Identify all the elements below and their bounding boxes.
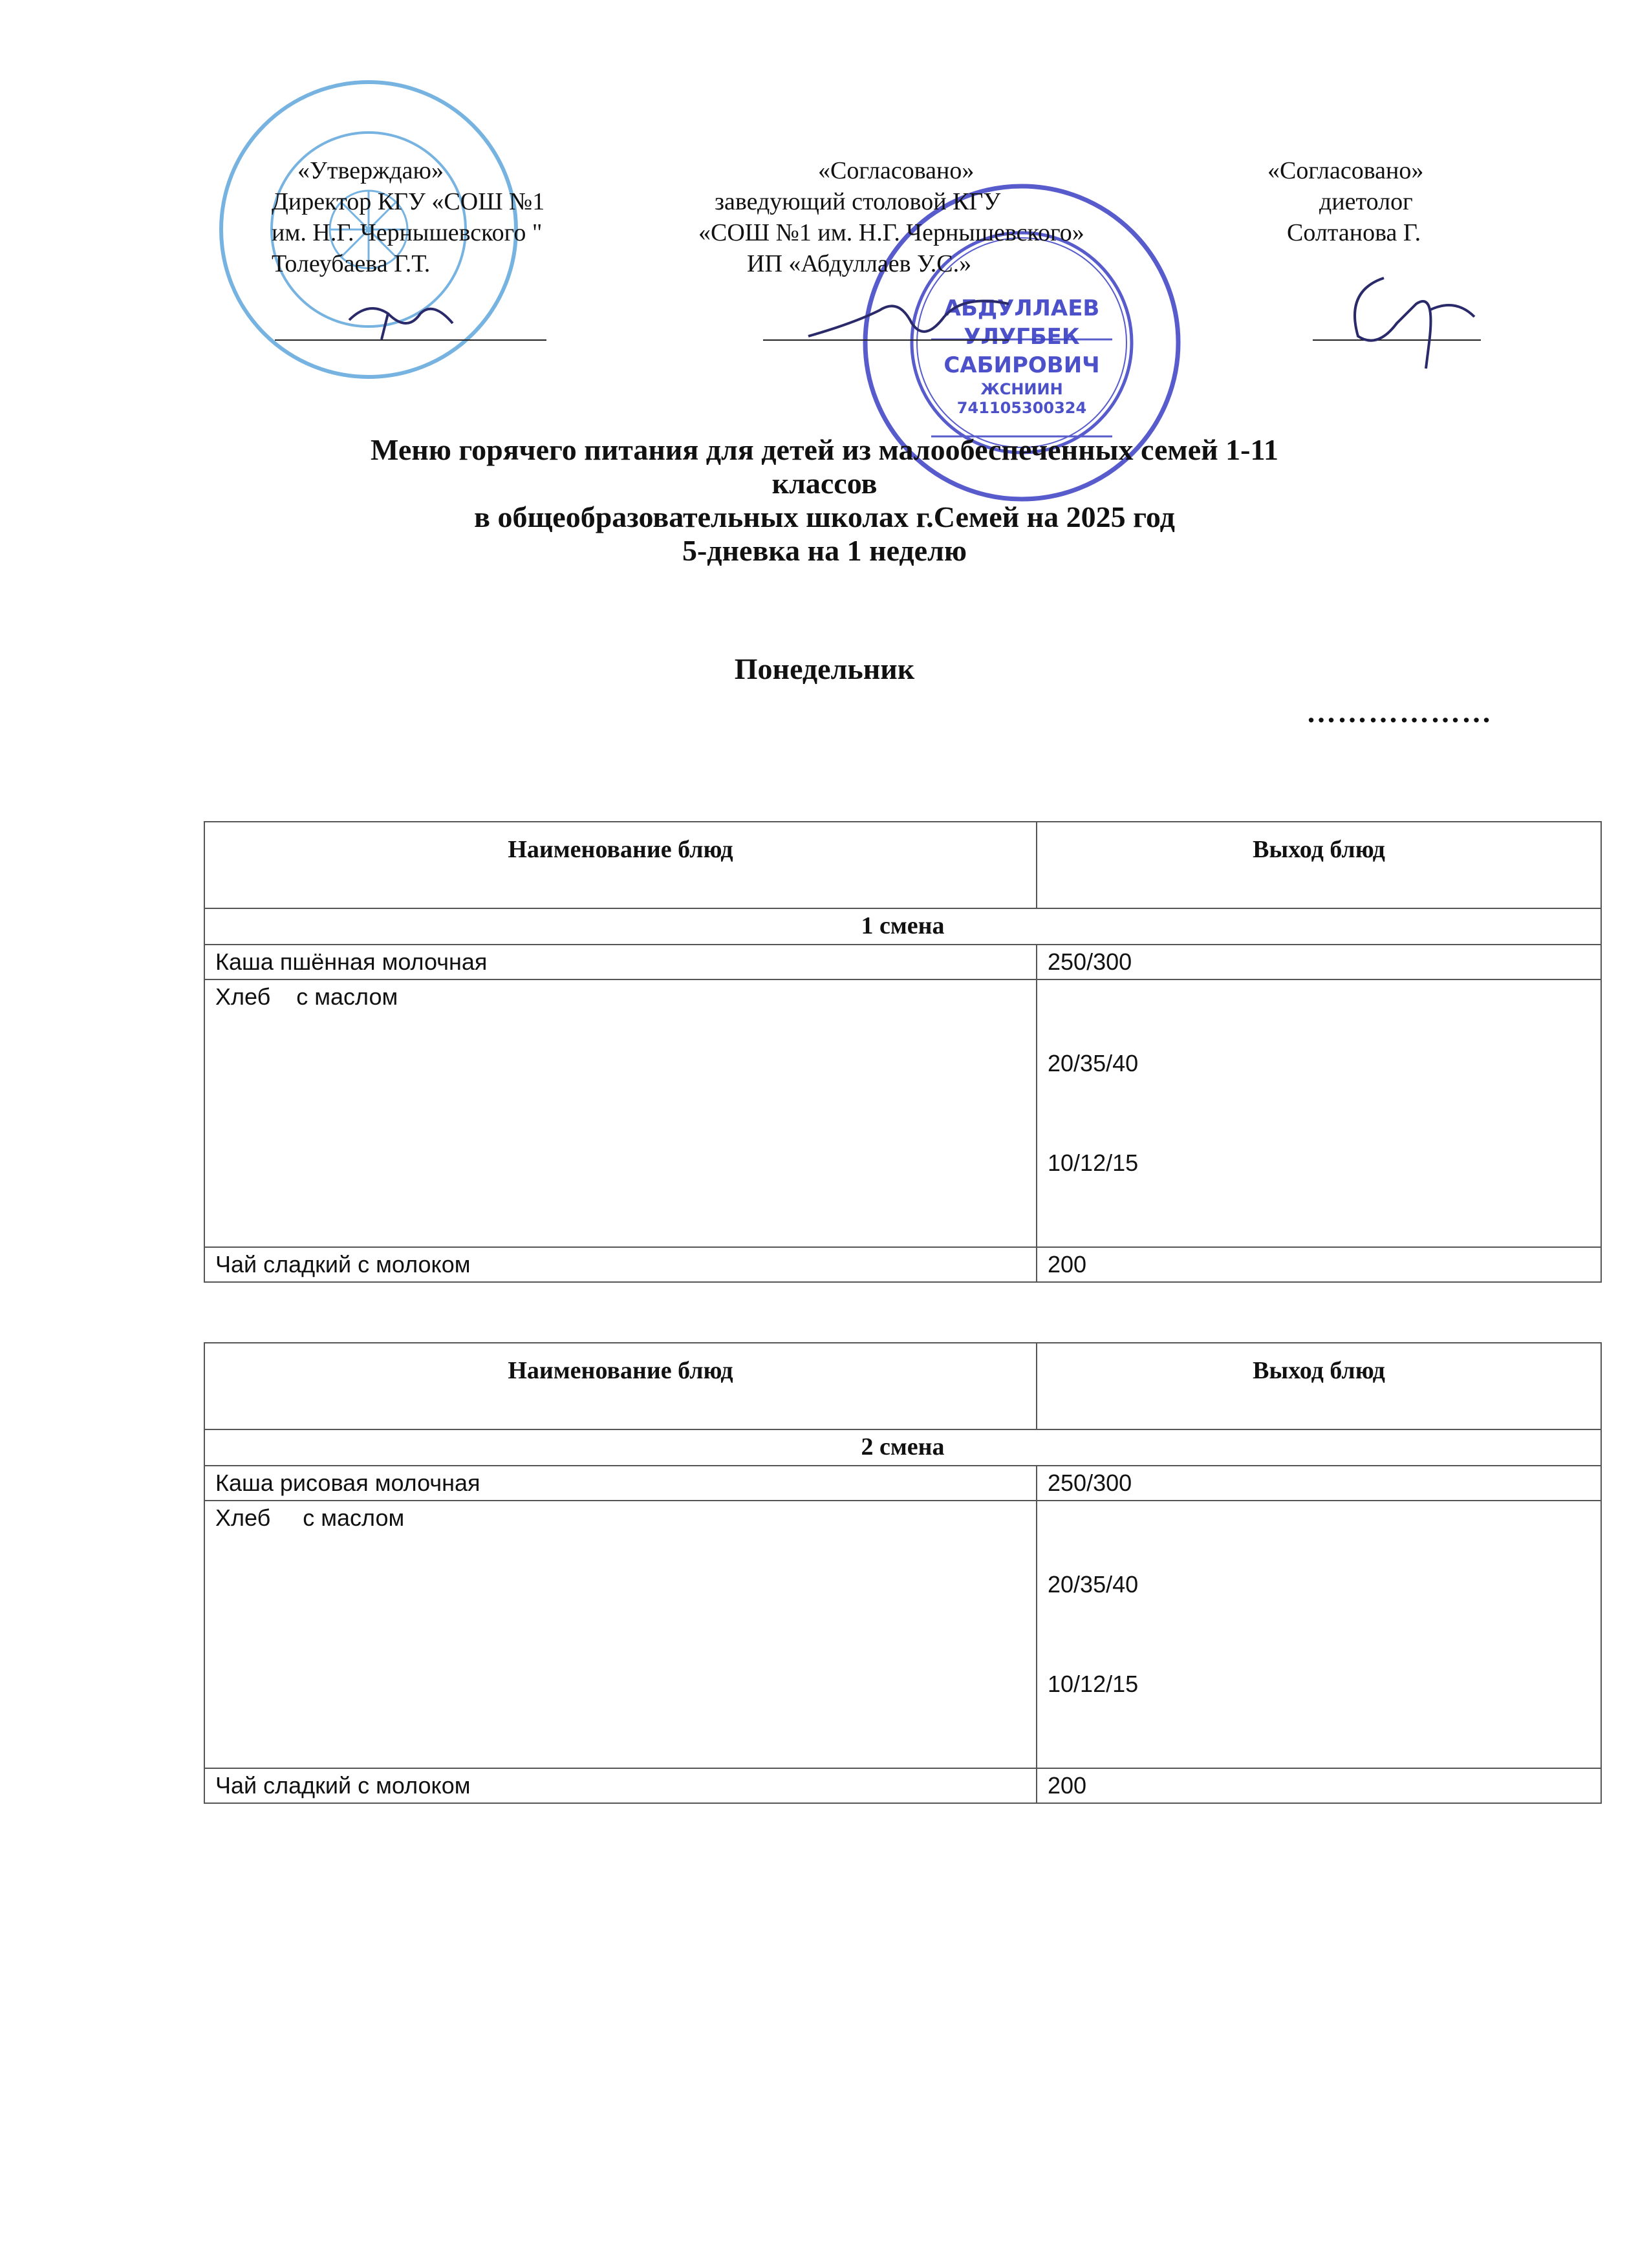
approval-line: заведующий столовой КГУ	[715, 188, 1001, 215]
dish-yield: 250/300	[1037, 1466, 1601, 1501]
approval-line: диетолог	[1319, 188, 1413, 215]
table-row	[204, 945, 1601, 979]
approval-director	[272, 155, 544, 279]
table-row	[204, 1768, 1601, 1803]
dish-yield	[1037, 1501, 1601, 1768]
menu-table-shift-2	[204, 1342, 1602, 1804]
table-header-row	[204, 822, 1601, 908]
table-header-row	[204, 1343, 1601, 1429]
approval-heading: «Утверждаю»	[297, 157, 444, 184]
approval-heading: «Согласовано»	[1267, 157, 1424, 184]
stamp-name-line-3: САБИРОВИЧ	[943, 352, 1100, 378]
yield-line: 10/12/15	[1048, 1150, 1139, 1176]
shift-row	[204, 1429, 1601, 1466]
approval-canteen	[698, 155, 1084, 279]
table-row	[204, 1247, 1601, 1282]
approval-line: им. Н.Г. Чернышевского "	[272, 219, 543, 246]
title-line-4: 5-дневка на 1 неделю	[682, 534, 967, 567]
yield-line: 20/35/40	[1048, 1571, 1139, 1598]
canteen-signature-icon	[802, 284, 1015, 356]
dish-yield	[1037, 979, 1601, 1247]
column-header-dish: Наименование блюд	[204, 1343, 1037, 1429]
title-line-1: Меню горячего питания для детей из малообеспеченных семей 1-11	[371, 433, 1278, 466]
dish-name: Каша рисовая молочная	[204, 1466, 1037, 1501]
shift-label: 1 смена	[204, 908, 1601, 945]
director-signature-icon	[343, 294, 459, 352]
dish-yield: 250/300	[1037, 945, 1601, 979]
approval-line: «СОШ №1 им. Н.Г. Чернышевского»	[698, 219, 1084, 246]
menu-table-shift-1	[204, 821, 1602, 1283]
title-line-2: классов	[771, 467, 878, 500]
dish-name: Каша пшённая молочная	[204, 945, 1037, 979]
approval-heading: «Согласовано»	[818, 157, 975, 184]
yield-line: 20/35/40	[1048, 1050, 1139, 1076]
stamp-name-line-2: УЛУГБЕК	[964, 324, 1080, 350]
stamp-name-line-1: АБДУЛЛАЕВ	[943, 295, 1100, 321]
approval-line: Солтанова Г.	[1287, 219, 1421, 246]
dish-name: Хлеб с маслом	[204, 979, 1037, 1247]
dietitian-signature-icon	[1332, 265, 1481, 375]
document-title	[0, 433, 1649, 568]
column-header-yield: Выход блюд	[1037, 1343, 1601, 1429]
table-row	[204, 1466, 1601, 1501]
table-row	[204, 1501, 1601, 1768]
title-line-3: в общеобразовательных школах г.Семей на 2025 год	[474, 500, 1175, 533]
approval-line: Директор КГУ «СОШ №1	[272, 188, 545, 215]
shift-row	[204, 908, 1601, 945]
table-row	[204, 979, 1601, 1247]
dish-yield: 200	[1037, 1247, 1601, 1282]
dish-name: Чай сладкий с молоком	[204, 1768, 1037, 1803]
column-header-dish: Наименование блюд	[204, 822, 1037, 908]
dish-name: Хлеб с маслом	[204, 1501, 1037, 1768]
column-header-yield: Выход блюд	[1037, 822, 1601, 908]
approval-line: ИП «Абдуллаев У.С.»	[747, 250, 972, 277]
dish-name: Чай сладкий с молоком	[204, 1247, 1037, 1282]
yield-line: 10/12/15	[1048, 1671, 1139, 1697]
dots-placeholder: ………………	[1306, 696, 1493, 729]
stamp-id-label: ЖСНИИН	[980, 380, 1063, 398]
approval-dietitian	[1267, 155, 1423, 248]
dish-yield: 200	[1037, 1768, 1601, 1803]
shift-label: 2 смена	[204, 1429, 1601, 1466]
day-heading: Понедельник	[734, 652, 915, 685]
stamp-id-number: 741105300324	[956, 399, 1087, 417]
approval-line: Толеубаева Г.Т.	[272, 250, 431, 277]
